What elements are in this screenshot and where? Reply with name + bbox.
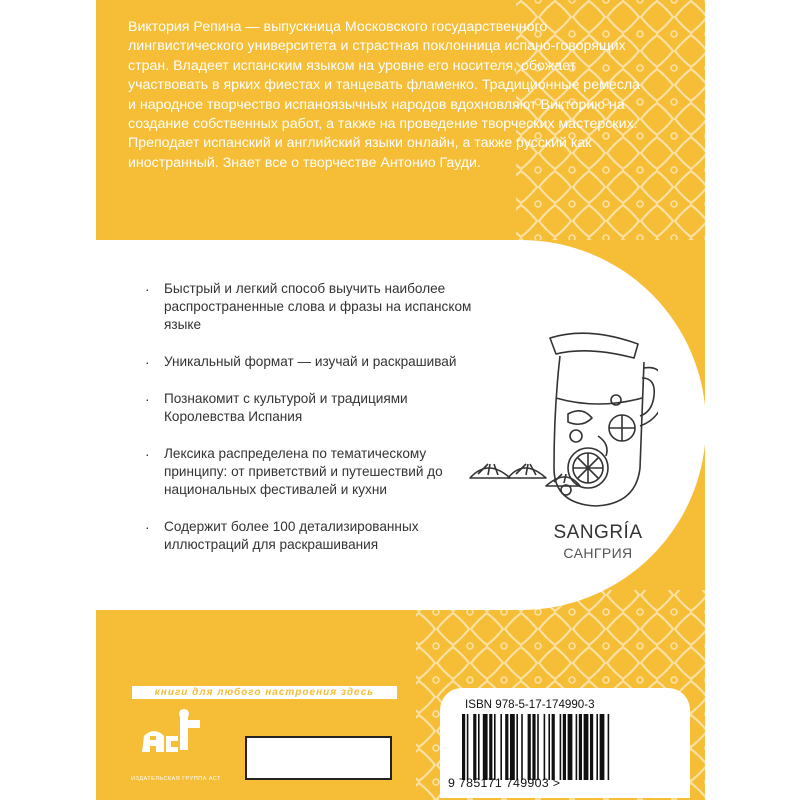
isbn-number: ISBN 978-5-17-174990-3 [465,698,595,711]
list-item: · Содержит более 100 детализированных иллюстраций для раскрашивания [145,519,419,552]
act-logo-icon [130,706,220,786]
features-list [144,280,474,573]
barcode-bar [528,714,531,780]
publisher-caption: ИЗДАТЕЛЬСКАЯ ГРУППА АСТ [130,776,222,782]
barcode-bar [516,714,518,780]
barcode-bar [544,714,546,780]
barcode-bar [505,714,508,780]
barcode-bar [576,714,578,780]
barcode-bar [560,714,562,780]
barcode-bar [467,714,469,780]
list-item: · Лексика распределена по тематическому принципу: от приветствий и путешествий до национальных фестивалей и кухни [145,446,443,497]
isbn-block [440,688,690,798]
barcode-bar [600,714,605,780]
barcode-bar [579,714,582,780]
list-item: · Быстрый и легкий способ выучить наиболее распространенные слова и фразы на испанском языке [145,281,472,332]
barcode-bar [478,714,480,780]
barcode-bar [590,714,593,780]
barcode-bar [532,714,535,780]
barcode-bar [563,714,566,780]
barcode-bar [473,714,476,780]
barcode-bar [494,714,496,780]
list-item: · Уникальный формат — изучай и раскрашивай [145,354,457,370]
publisher-tagline: книги для любого настроения здесь [132,686,397,699]
barcode-bar [500,714,502,780]
barcode-digits: 9 785171 749903 > [448,776,561,790]
barcode-bar [568,714,573,780]
sangria-jug-icon [468,318,658,518]
barcode-bar [552,714,555,780]
barcode-bar [489,714,492,780]
back-cover [96,0,705,800]
barcode-bar [608,714,610,780]
author-bio: Виктория Репина — выпускница Московского государственного лингвистического университета и страстная поклонница испано-говорящих стран. Владеет испанским языком на уровне его носителя, обожает участвовать в ярких фиестах и танцевать фламенко. Традиционные ремесла и народное творчество испаноязычных народов вдохновляют Викторию на создание собственных работ, а также на проведение творческих мастерских. Преподает испанский и английский языки онлайн, а также русский как иностранный. Знает все о творчестве Антонио Гауди. [128,19,640,171]
illustration-title: SANGRÍA [553,522,643,543]
barcode-bar [548,714,550,780]
barcode [458,714,678,780]
barcode-bar [510,714,515,780]
barcode-bar [521,714,523,780]
blank-label-box [245,736,392,780]
barcode-bar [462,714,465,780]
barcode-bar [483,714,488,780]
illustration-subtitle: САНГРИЯ [563,545,633,561]
list-item: · Познакомит с культурой и традициями Королевства Испания [145,391,408,424]
barcode-bar [537,714,539,780]
barcode-bar [596,714,598,780]
barcode-bar [584,714,589,780]
